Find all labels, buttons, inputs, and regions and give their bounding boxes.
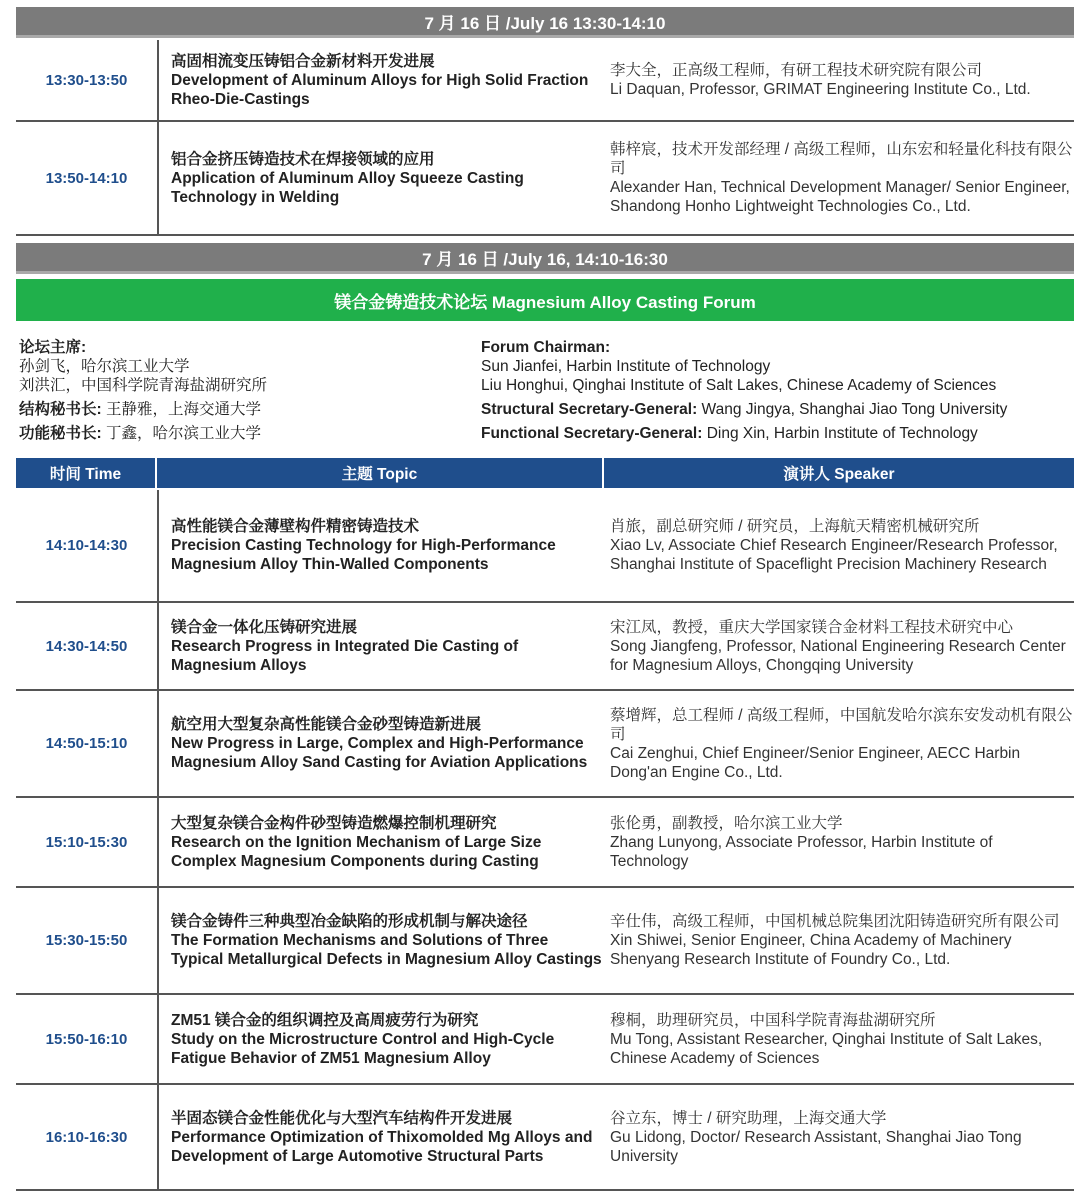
chair-cn-1: 孙剑飞，哈尔滨工业大学 xyxy=(19,358,190,375)
topic-cn: 半固态镁合金性能优化与大型汽车结构件开发进展 xyxy=(171,1109,513,1127)
session2-table xyxy=(16,490,1074,1191)
session1-table xyxy=(16,40,1074,236)
table-header xyxy=(16,458,1074,488)
forum-title: 镁合金铸造技术论坛 Magnesium Alloy Casting Forum xyxy=(16,279,1074,321)
speaker-cn: 辛仕伟，高级工程师，中国机械总院集团沈阳铸造研究所有限公司 xyxy=(610,913,1060,930)
row-speaker xyxy=(604,490,1074,601)
chair-en-label: Forum Chairman: xyxy=(481,339,611,356)
row-speaker xyxy=(604,122,1074,234)
table-row xyxy=(16,490,1074,603)
row-topic xyxy=(157,1085,604,1189)
topic-cn: 航空用大型复杂高性能镁合金砂型铸造新进展 xyxy=(171,716,482,733)
sec-func-en-label: Functional Secretary-General: xyxy=(481,425,707,442)
session-header-1: 7 月 16 日 /July 16 13:30-14:10 xyxy=(16,7,1074,38)
sec-func-cn-label: 功能秘书长: xyxy=(19,425,106,442)
chair-en-2: Liu Honghui, Qinghai Institute of Salt Lakes, Chinese Academy of Sciences xyxy=(481,377,997,394)
sec-struct-cn-label: 结构秘书长: xyxy=(19,401,106,418)
sec-struct-cn xyxy=(19,400,459,419)
row-time: 15:30-15:50 xyxy=(45,932,128,949)
row-speaker xyxy=(604,888,1074,993)
row-time: 16:10-16:30 xyxy=(45,1128,128,1146)
speaker-en: Alexander Han, Technical Development Manager/ Senior Engineer, Shandong Honho Lightweight Technologies Co., Ltd. xyxy=(610,179,1070,215)
forum-info-cn xyxy=(19,338,459,443)
speaker-cn: 宋江凤，教授，重庆大学国家镁合金材料工程技术研究中心 xyxy=(610,618,1014,636)
table-row xyxy=(16,603,1074,691)
forum-info xyxy=(16,338,1074,448)
table-row xyxy=(16,995,1074,1085)
topic-en: Performance Optimization of Thixomolded Mg Alloys and Development of Large Automotive Structural Parts xyxy=(171,1128,593,1165)
topic-en: Precision Casting Technology for High-Performance Magnesium Alloy Thin-Walled Components xyxy=(171,537,556,573)
row-time: 14:10-14:30 xyxy=(45,537,128,554)
sec-func-cn-value: 丁鑫，哈尔滨工业大学 xyxy=(105,425,261,442)
speaker-cn: 张伦勇，副教授，哈尔滨工业大学 xyxy=(610,814,843,832)
sec-struct-cn-value: 王静雅，上海交通大学 xyxy=(105,401,261,418)
speaker-en: Mu Tong, Assistant Researcher, Qinghai Institute of Salt Lakes, Chinese Academy of Sciences xyxy=(610,1030,1043,1067)
table-row xyxy=(16,40,1074,122)
topic-en: Research on the Ignition Mechanism of Large Size Complex Magnesium Components during Casting xyxy=(171,833,542,870)
row-speaker xyxy=(604,1085,1074,1189)
speaker-cn: 穆桐，助理研究员，中国科学院青海盐湖研究所 xyxy=(610,1011,936,1029)
row-time: 14:50-15:10 xyxy=(45,735,128,752)
row-topic xyxy=(157,888,604,993)
sec-func-en xyxy=(481,424,1080,443)
table-row xyxy=(16,888,1074,995)
topic-en: Development of Aluminum Alloys for High Solid Fraction Rheo-Die-Castings xyxy=(171,71,589,108)
table-row xyxy=(16,122,1074,236)
row-time: 14:30-14:50 xyxy=(45,637,128,655)
row-topic xyxy=(157,995,604,1083)
topic-en: Application of Aluminum Alloy Squeeze Casting Technology in Welding xyxy=(171,169,524,206)
speaker-cn: 蔡增辉，总工程师 / 高级工程师，中国航发哈尔滨东安发动机有限公司 xyxy=(610,706,1073,743)
row-speaker xyxy=(604,603,1074,689)
speaker-en: Li Daquan, Professor, GRIMAT Engineering Institute Co., Ltd. xyxy=(610,81,1031,98)
speaker-en: Gu Lidong, Doctor/ Research Assistant, Shanghai Jiao Tong University xyxy=(610,1128,1022,1165)
row-topic xyxy=(157,691,604,796)
row-topic xyxy=(157,490,604,601)
row-time: 13:50-14:10 xyxy=(45,169,128,187)
topic-cn: 镁合金铸件三种典型冶金缺陷的形成机制与解决途径 xyxy=(171,913,528,930)
topic-cn: 高性能镁合金薄壁构件精密铸造技术 xyxy=(171,518,420,535)
row-time: 15:10-15:30 xyxy=(45,833,128,851)
speaker-en: Cai Zenghui, Chief Engineer/Senior Engineer, AECC Harbin Dong'an Engine Co., Ltd. xyxy=(610,744,1021,781)
chair-cn-2: 刘洪汇，中国科学院青海盐湖研究所 xyxy=(19,377,268,394)
row-time: 13:30-13:50 xyxy=(45,71,128,89)
speaker-en: Zhang Lunyong, Associate Professor, Harbin Institute of Technology xyxy=(610,833,993,870)
row-topic xyxy=(157,798,604,886)
topic-en: Research Progress in Integrated Die Casting of Magnesium Alloys xyxy=(171,637,519,674)
sec-struct-en-label: Structural Secretary-General: xyxy=(481,401,702,418)
session-header-2: 7 月 16 日 /July 16, 14:10-16:30 xyxy=(16,243,1074,274)
row-speaker xyxy=(604,691,1074,796)
topic-cn: 大型复杂镁合金构件砂型铸造燃爆控制机理研究 xyxy=(171,814,497,832)
sec-struct-en-value: Wang Jingya, Shanghai Jiao Tong University xyxy=(701,401,1008,418)
topic-en: New Progress in Large, Complex and High-Performance Magnesium Alloy Sand Casting for Aviation Applications xyxy=(171,735,588,771)
topic-cn: 铝合金挤压铸造技术在焊接领域的应用 xyxy=(171,150,435,168)
column-header-speaker: 演讲人 Speaker xyxy=(604,458,1074,488)
row-topic xyxy=(157,40,604,120)
speaker-en: Xiao Lv, Associate Chief Research Engineer/Research Professor, Shanghai Institute of Spaceflight Precision Machinery Research xyxy=(610,537,1058,573)
speaker-cn: 谷立东，博士 / 研究助理，上海交通大学 xyxy=(610,1109,887,1127)
sec-func-cn xyxy=(19,424,459,443)
speaker-en: Xin Shiwei, Senior Engineer, China Academy of Machinery Shenyang Research Institute of Foundry Co., Ltd. xyxy=(610,932,1012,968)
table-row xyxy=(16,1085,1074,1191)
row-speaker xyxy=(604,40,1074,120)
forum-info-en xyxy=(481,338,1080,443)
topic-cn: ZM51 镁合金的组织调控及高周疲劳行为研究 xyxy=(171,1011,479,1029)
row-speaker xyxy=(604,798,1074,886)
topic-en: Study on the Microstructure Control and High-Cycle Fatigue Behavior of ZM51 Magnesium Alloy xyxy=(171,1030,555,1067)
row-time: 15:50-16:10 xyxy=(45,1030,128,1048)
speaker-en: Song Jiangfeng, Professor, National Engineering Research Center for Magnesium Alloys, Chongqing University xyxy=(610,637,1066,674)
chair-en-1: Sun Jianfei, Harbin Institute of Technology xyxy=(481,358,771,375)
sec-struct-en xyxy=(481,400,1080,419)
row-topic xyxy=(157,122,604,234)
row-topic xyxy=(157,603,604,689)
topic-en: The Formation Mechanisms and Solutions of Three Typical Metallurgical Defects in Magnesium Alloy Castings xyxy=(171,932,602,968)
column-header-time: 时间 Time xyxy=(16,458,157,488)
speaker-cn: 肖旅，副总研究师 / 研究员，上海航天精密机械研究所 xyxy=(610,518,980,535)
speaker-cn: 李大全，正高级工程师，有研工程技术研究院有限公司 xyxy=(610,62,983,79)
column-header-topic: 主题 Topic xyxy=(157,458,604,488)
topic-cn: 镁合金一体化压铸研究进展 xyxy=(171,618,358,636)
table-row xyxy=(16,691,1074,798)
table-row xyxy=(16,798,1074,888)
row-speaker xyxy=(604,995,1074,1083)
sec-func-en-value: Ding Xin, Harbin Institute of Technology xyxy=(706,425,978,442)
speaker-cn: 韩梓宸，技术开发部经理 / 高级工程师，山东宏和轻量化科技有限公司 xyxy=(610,141,1073,177)
topic-cn: 高固相流变压铸铝合金新材料开发进展 xyxy=(171,52,435,70)
chair-cn-label: 论坛主席: xyxy=(19,339,87,356)
